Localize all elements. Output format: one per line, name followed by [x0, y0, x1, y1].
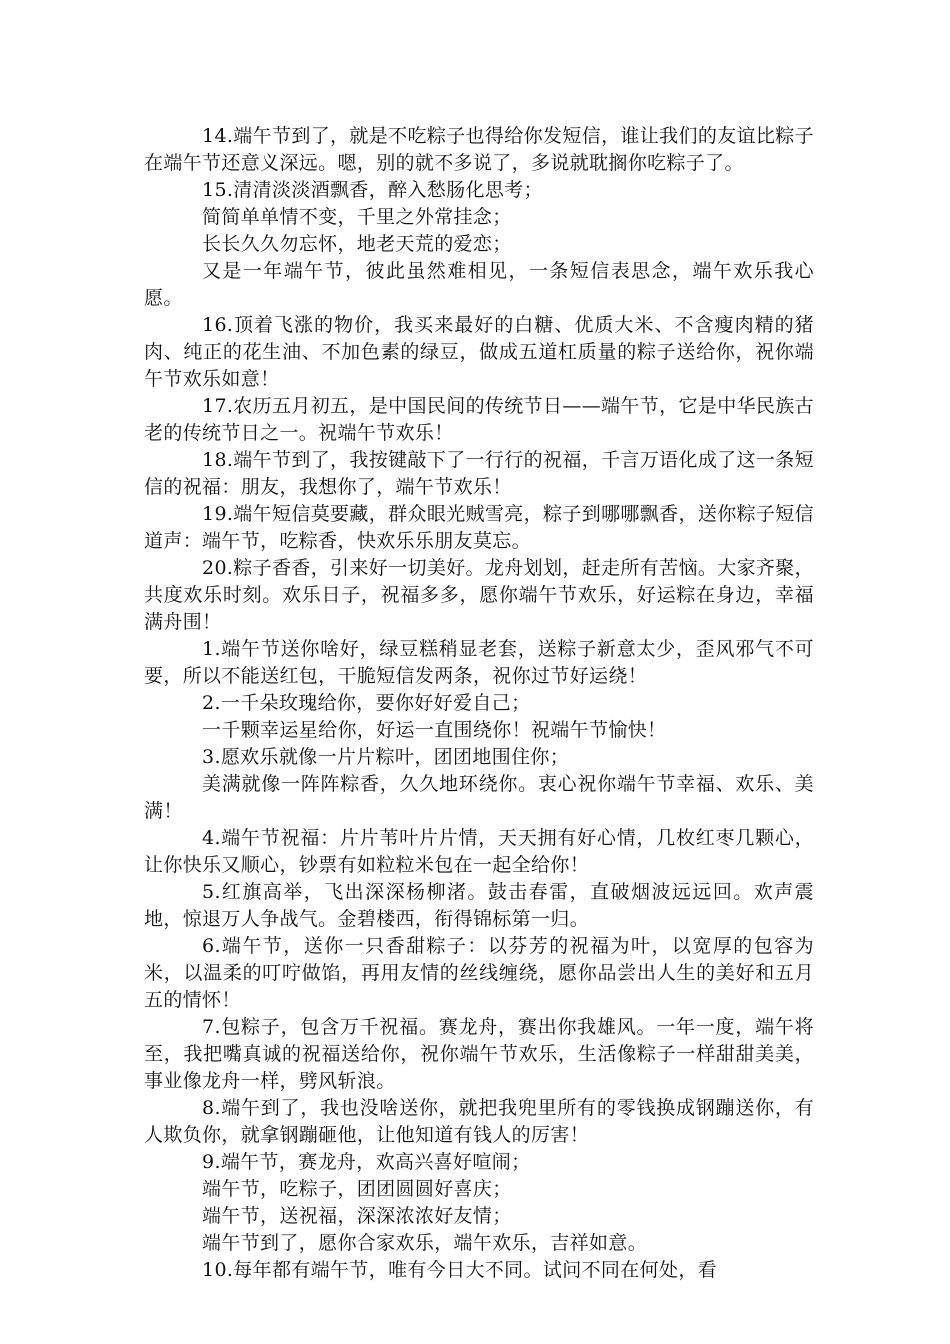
paragraph: 19.端午短信莫要藏，群众眼光贼雪亮，粽子到哪哪飘香，送你粽子短信道声：端午节，吃粽香，快欢乐乐朋友莫忘。 — [144, 503, 814, 552]
paragraph: 15.清清淡淡酒飘香，醉入愁肠化思考； — [202, 179, 543, 201]
paragraph: 又是一年端午节，彼此虽然难相见，一条短信表思念，端午欢乐我心愿。 — [144, 260, 814, 309]
paragraph: 3.愿欢乐就像一片片粽叶，团团地围住你； — [202, 746, 570, 768]
paragraph: 端午节，吃粽子，团团圆圆好喜庆； — [202, 1178, 512, 1200]
paragraph: 简简单单情不变，千里之外常挂念； — [202, 206, 512, 228]
paragraph: 8.端午到了，我也没啥送你，就把我兜里所有的零钱换成钢蹦送你，有人欺负你，就拿钢蹦砸他，让他知道有钱人的厉害！ — [144, 1097, 814, 1146]
paragraph: 端午节到了，愿你合家欢乐，端午欢乐，吉祥如意。 — [202, 1232, 648, 1254]
paragraph: 1.端午节送你啥好，绿豆糕稍显老套，送粽子新意太少，歪风邪气不可要，所以不能送红包，干脆短信发两条，祝你过节好运绕！ — [144, 638, 814, 687]
paragraph: 18.端午节到了，我按键敲下了一行行的祝福，千言万语化成了这一条短信的祝福：朋友，我想你了，端午节欢乐！ — [144, 449, 814, 498]
paragraph: 美满就像一阵阵粽香，久久地环绕你。衷心祝你端午节幸福、欢乐、美满！ — [144, 773, 814, 822]
paragraph: 端午节，送祝福，深深浓浓好友情； — [202, 1205, 512, 1227]
paragraph: 10.每年都有端午节，唯有今日大不同。试问不同在何处，看 — [202, 1259, 718, 1281]
paragraph: 一千颗幸运星给你，好运一直围绕你！祝端午节愉快！ — [202, 719, 667, 741]
paragraph: 6.端午节，送你一只香甜粽子：以芬芳的祝福为叶，以宽厚的包容为米，以温柔的叮咛做馅，再用友情的丝线缠绕，愿你品尝出人生的美好和五月五的情怀！ — [144, 935, 814, 1011]
document-body — [144, 123, 814, 1284]
paragraph: 5.红旗高举，飞出深深杨柳渚。鼓击春雷，直破烟波远远回。欢声震地，惊退万人争战气。金碧楼西，衔得锦标第一归。 — [144, 881, 814, 930]
paragraph: 14.端午节到了，就是不吃粽子也得给你发短信，谁让我们的友谊比粽子在端午节还意义深远。嗯，别的就不多说了，多说就耽搁你吃粽子了。 — [144, 125, 814, 174]
paragraph: 16.顶着飞涨的物价，我买来最好的白糖、优质大米、不含瘦肉精的猪肉、纯正的花生油、不加色素的绿豆，做成五道杠质量的粽子送给你，祝你端午节欢乐如意！ — [144, 314, 814, 390]
paragraph: 9.端午节，赛龙舟，欢高兴喜好喧闹； — [202, 1151, 531, 1173]
paragraph: 4.端午节祝福：片片苇叶片片情，天天拥有好心情，几枚红枣几颗心，让你快乐又顺心，钞票有如粒粒米包在一起全给你！ — [144, 827, 814, 876]
paragraph: 17.农历五月初五，是中国民间的传统节日——端午节，它是中华民族古老的传统节日之一。祝端午节欢乐！ — [144, 395, 814, 444]
paragraph: 长长久久勿忘怀，地老天荒的爱恋； — [202, 233, 512, 255]
paragraph: 7.包粽子，包含万千祝福。赛龙舟，赛出你我雄风。一年一度，端午将至，我把嘴真诚的祝福送给你，祝你端午节欢乐，生活像粽子一样甜甜美美，事业像龙舟一样，劈风斩浪。 — [144, 1016, 814, 1092]
paragraph: 2.一千朵玫瑰给你，要你好好爱自己； — [202, 692, 531, 714]
paragraph: 20.粽子香香，引来好一切美好。龙舟划划，赶走所有苦恼。大家齐聚，共度欢乐时刻。欢乐日子，祝福多多，愿你端午节欢乐，好运粽在身边，幸福满舟围！ — [144, 557, 814, 633]
